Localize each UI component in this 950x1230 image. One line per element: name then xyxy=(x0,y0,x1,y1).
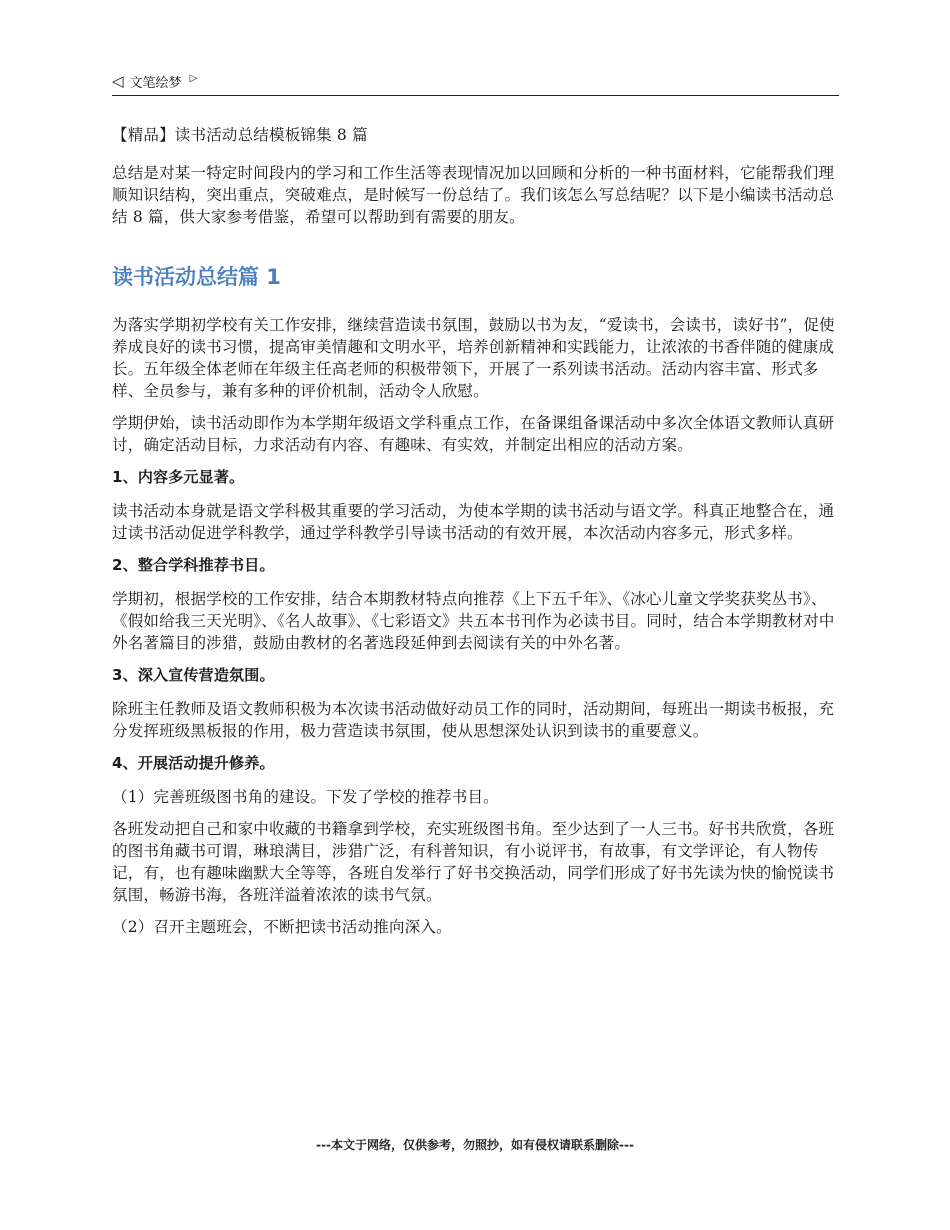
sub-heading: 3、深入宣传营造氛围。 xyxy=(112,666,275,684)
body-paragraph: 学期伊始，读书活动即作为本学期年级语文学科重点工作，在备课组备课活动中多次全体语文教师认真研讨，确定活动目标，力求活动有内容、有趣味、有实效，并制定出相应的活动方案。 xyxy=(112,414,835,454)
section-title: 读书活动总结篇 1 xyxy=(112,265,281,289)
document-body xyxy=(112,124,842,948)
body-paragraph: 学期初，根据学校的工作安排，结合本期教材特点向推荐《上下五千年》、《冰心儿童文学奖获奖丛书》、《假如给我三天光明》、《名人故事》、《七彩语文》共五本书刊作为必读书目。同时，结合本学期教材对中外名著篇目的涉猎，鼓励由教材的名著选段延伸到去阅读有关的中外名著。 xyxy=(112,590,835,652)
body-paragraph: 为落实学期初学校有关工作安排，继续营造读书氛围，鼓励以书为友，“爱读书，会读书，读好书”，促使养成良好的读书习惯，提高审美情趣和文明水平，培养创新精神和实践能力，让浓浓的书香伴随的健康成长。五年级全体老师在年级主任高老师的积极带领下，开展了一系列读书活动。活动内容丰富、形式多样、全员参与，兼有多种的评价机制，活动令人欣慰。 xyxy=(112,316,835,400)
brand-name: 文笔绘梦 xyxy=(129,76,182,91)
sub-heading: 2、整合学科推荐书目。 xyxy=(112,556,275,574)
list-item: （2）召开主题班会，不断把读书活动推向深入。 xyxy=(112,918,452,936)
document-title: 【精品】读书活动总结模板锦集 8 篇 xyxy=(112,126,368,144)
intro-paragraph: 总结是对某一特定时间段内的学习和工作生活等表现情况加以回顾和分析的一种书面材料，它能帮我们理顺知识结构，突出重点，突破难点，是时候写一份总结了。我们该怎么写总结呢？以下是小编读书活动总结 8 篇，供大家参考借鉴，希望可以帮助到有需要的朋友。 xyxy=(112,164,835,226)
body-paragraph: 读书活动本身就是语文学科极其重要的学习活动，为使本学期的读书活动与语文学。科真正地整合在，通过读书活动促进学科教学，通过学科教学引导读书活动的有效开展，本次活动内容多元，形式多样。 xyxy=(112,502,835,542)
triangle-left-icon: ◁ xyxy=(112,72,124,90)
sub-heading: 1、内容多元显著。 xyxy=(112,468,245,486)
brand-logo xyxy=(112,72,197,91)
body-paragraph: 除班主任教师及语文教师积极为本次读书活动做好动员工作的同时，活动期间，每班出一期读书板报，充分发挥班级黑板报的作用，极力营造读书氛围，使从思想深处认识到读书的重要意义。 xyxy=(112,700,835,740)
sub-heading: 4、开展活动提升修养。 xyxy=(112,754,275,772)
triangle-right-icon: ▷ xyxy=(189,72,198,84)
body-paragraph: 各班发动把自己和家中收藏的书籍拿到学校，充实班级图书角。至少达到了一人三书。好书共欣赏，各班的图书角藏书可谓，琳琅满目，涉猎广泛，有科普知识，有小说评书，有故事，有文学评论，有人物传记，有，也有趣味幽默大全等等，各班自发举行了好书交换活动，同学们形成了好书先读为快的愉悦读书氛围，畅游书海，各班洋溢着浓浓的读书气氛。 xyxy=(112,820,835,904)
page-header xyxy=(112,70,839,96)
footer-disclaimer: ---本文于网络，仅供参考，勿照抄，如有侵权请联系删除--- xyxy=(316,1138,634,1152)
list-item: （1）完善班级图书角的建设。下发了学校的推荐书目。 xyxy=(112,788,499,806)
